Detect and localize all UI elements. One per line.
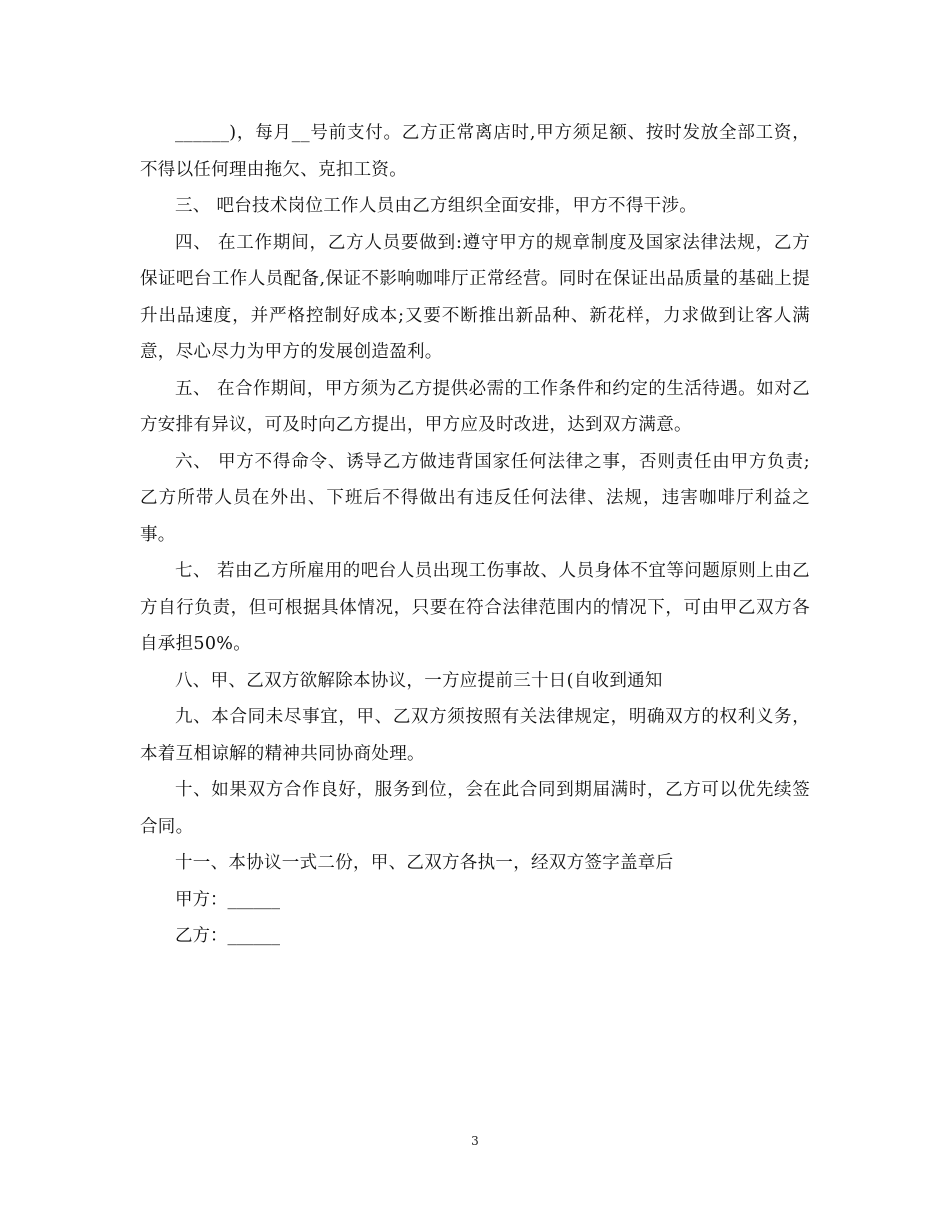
paragraph-clause-5: 五、 在合作期间，甲方须为乙方提供必需的工作条件和约定的生活待遇。如对乙方安排有异议，可及时向乙方提出，甲方应及时改进，达到双方满意。 xyxy=(140,378,810,435)
paragraph-clause-6: 六、 甲方不得命令、诱导乙方做违背国家任何法律之事，否则责任由甲方负责;乙方所带人员在外出、下班后不得做出有违反任何法律、法规，违害咖啡厅利益之事。 xyxy=(140,451,810,545)
paragraph-clause-3: 三、 吧台技术岗位工作人员由乙方组织全面安排，甲方不得干涉。 xyxy=(175,196,698,216)
page-number: 3 xyxy=(471,1134,479,1148)
paragraph-clause-4: 四、 在工作期间，乙方人员要做到:遵守甲方的规章制度及国家法律法规，乙方保证吧台工作人员配备,保证不影响咖啡厅正常经营。同时在保证出品质量的基础上提升出品速度，并严格控制好成本;又要不断推出新品种、新花样，力求做到让客人满意，尽心尽力为甲方的发展创造盈利。 xyxy=(140,232,810,362)
paragraph-clause-9: 九、本合同未尽事宜，甲、乙双方须按照有关法律规定，明确双方的权利义务，本着互相谅解的精神共同协商处理。 xyxy=(140,707,810,764)
paragraph-clause-11: 十一、本协议一式二份，甲、乙双方各执一，经双方签字盖章后 xyxy=(175,853,674,873)
paragraph-clause-10: 十、如果双方合作良好，服务到位，会在此合同到期届满时，乙方可以优先续签合同。 xyxy=(140,780,810,837)
paragraph-salary-payment: ______)，每月__号前支付。乙方正常离店时,甲方须足额、按时发放全部工资，不得以任何理由拖欠、克扣工资。 xyxy=(140,123,810,180)
paragraph-clause-7: 七、 若由乙方所雇用的吧台人员出现工伤事故、人员身体不宜等问题原则上由乙方自行负责，但可根据具体情况，只要在符合法律范围内的情况下，可由甲乙双方各自承担50%。 xyxy=(140,561,810,654)
signature-party-b: 乙方：______ xyxy=(175,926,280,946)
document-body xyxy=(140,115,810,955)
paragraph-clause-8: 八、甲、乙双方欲解除本协议，一方应提前三十日(自收到通知 xyxy=(175,670,663,691)
signature-party-a: 甲方：______ xyxy=(175,889,280,910)
